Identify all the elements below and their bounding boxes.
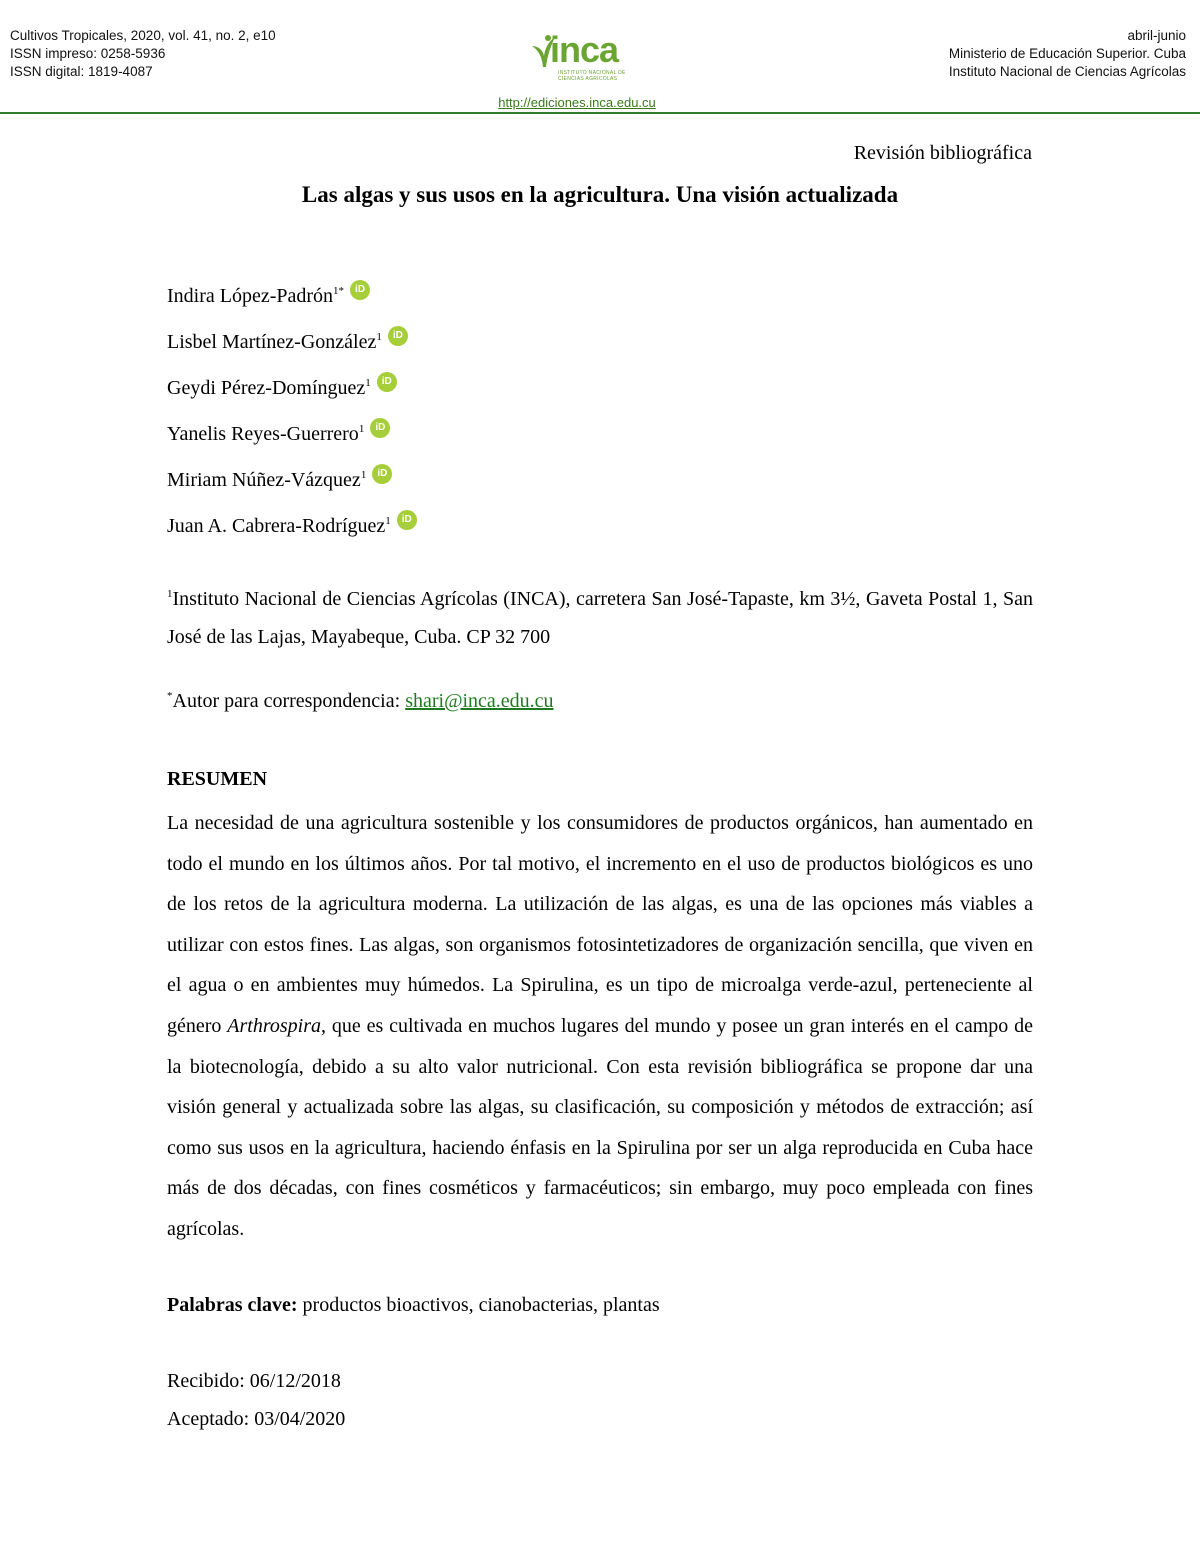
issn-print: ISSN impreso: 0258-5936 <box>10 46 166 61</box>
author-affil-sup: 1 <box>365 377 371 389</box>
author-name: Geydi Pérez-Domínguez <box>167 377 366 399</box>
author-item <box>167 456 417 502</box>
publisher-info <box>949 27 1186 81</box>
issue-period: abril-junio <box>1127 28 1186 43</box>
received-date: Recibido: 06/12/2018 <box>167 1370 341 1392</box>
section-type: Revisión bibliográfica <box>853 142 1032 164</box>
author-name: Yanelis Reyes-Guerrero <box>167 423 359 445</box>
author-item <box>167 272 417 318</box>
logo-wordmark: inca <box>550 29 619 70</box>
correspondence <box>167 690 554 713</box>
ministry: Ministerio de Educación Superior. Cuba <box>948 46 1186 61</box>
issn-digital: ISSN digital: 1819-4087 <box>10 64 153 79</box>
author-affil-sup: 1 <box>385 515 391 527</box>
corr-label: Autor para correspondencia: <box>172 690 406 712</box>
orcid-icon[interactable]: iD <box>350 280 370 300</box>
institute: Instituto Nacional de Ciencias Agrícolas <box>948 64 1186 79</box>
article-title: Las algas y sus usos en la agricultura. Una visión actualizada <box>301 182 899 207</box>
author-item <box>167 364 417 410</box>
abstract-text-2: , que es cultivada en muchos lugares del mundo y posee un gran interés en el campo de la biotecnología, debido a su alto valor nutricional. Con esta revisión bibliográfica se propone dar una visión general y actualizada sobre las algas, su clasificación, su composición y métodos de extracción; así como sus usos en la agricultura, haciendo énfasis en la Spirulina por ser un alga reproducida en Cuba hace más de dos décadas, con fines cosméticos y farmacéuticos; sin embargo, muy poco empleada con fines agrícolas. <box>167 1014 1033 1240</box>
author-item <box>167 410 417 456</box>
author-list <box>167 272 417 548</box>
author-name: Miriam Núñez-Vázquez <box>167 469 361 491</box>
corr-email-link[interactable]: shari@inca.edu.cu <box>405 690 554 712</box>
author-affil-sup: 1 <box>358 423 365 435</box>
orcid-icon[interactable]: iD <box>370 418 390 438</box>
affiliation-sup: 1 <box>167 588 173 600</box>
author-item <box>167 502 417 548</box>
author-item <box>167 318 417 364</box>
author-name: Lisbel Martínez-González <box>167 331 377 353</box>
author-affil-sup: 1* <box>333 285 345 297</box>
affiliation-text: Instituto Nacional de Ciencias Agrícolas (INCA), carretera San José-Tapaste, km 3½, Gaveta Postal 1, San José de las Lajas, Mayabeque, Cuba. CP 32 700 <box>167 588 1033 648</box>
keywords <box>167 1294 660 1317</box>
journal-info <box>10 27 276 81</box>
orcid-icon[interactable]: iD <box>377 372 397 392</box>
author-affil-sup: 1 <box>360 469 367 481</box>
accepted-date: Aceptado: 03/04/2020 <box>167 1408 346 1430</box>
affiliation <box>167 575 1033 656</box>
abstract-genus: Arthrospira <box>227 1014 321 1037</box>
author-name: Juan A. Cabrera-Rodríguez <box>167 515 386 537</box>
logo-subtext: INSTITUTO NACIONAL DE CIENCIAS AGRÍCOLAS <box>558 70 626 82</box>
author-name: Indira López-Padrón <box>167 285 334 307</box>
abstract-heading: RESUMEN <box>167 768 268 790</box>
keywords-text: productos bioactivos, cianobacterias, plantas <box>297 1294 660 1316</box>
inca-logo <box>528 30 628 88</box>
keywords-label: Palabras clave: <box>167 1294 298 1316</box>
orcid-icon[interactable]: iD <box>372 464 392 484</box>
journal-url-link[interactable]: http://ediciones.inca.edu.cu <box>498 95 656 110</box>
abstract-body <box>167 803 1033 1250</box>
header-divider <box>0 112 1200 114</box>
orcid-icon[interactable]: iD <box>388 326 408 346</box>
orcid-icon[interactable]: iD <box>397 510 417 530</box>
corr-sup: * <box>167 690 173 702</box>
abstract-text-1: La necesidad de una agricultura sostenible y los consumidores de productos orgánicos, han aumentado en todo el mundo en los últimos años. Por tal motivo, el incremento en el uso de productos biológicos es uno de los retos de la agricultura moderna. La utilización de las algas, es una de las opciones más viables a utilizar con estos fines. Las algas, son organismos fotosintetizadores de organización sencilla, que viven en el agua o en ambientes muy húmedos. La Spirulina, es un tipo de microalga verde-azul, perteneciente al género <box>167 812 1033 1037</box>
journal-citation: Cultivos Tropicales, 2020, vol. 41, no. 2, e10 <box>10 28 276 43</box>
author-affil-sup: 1 <box>376 331 382 343</box>
